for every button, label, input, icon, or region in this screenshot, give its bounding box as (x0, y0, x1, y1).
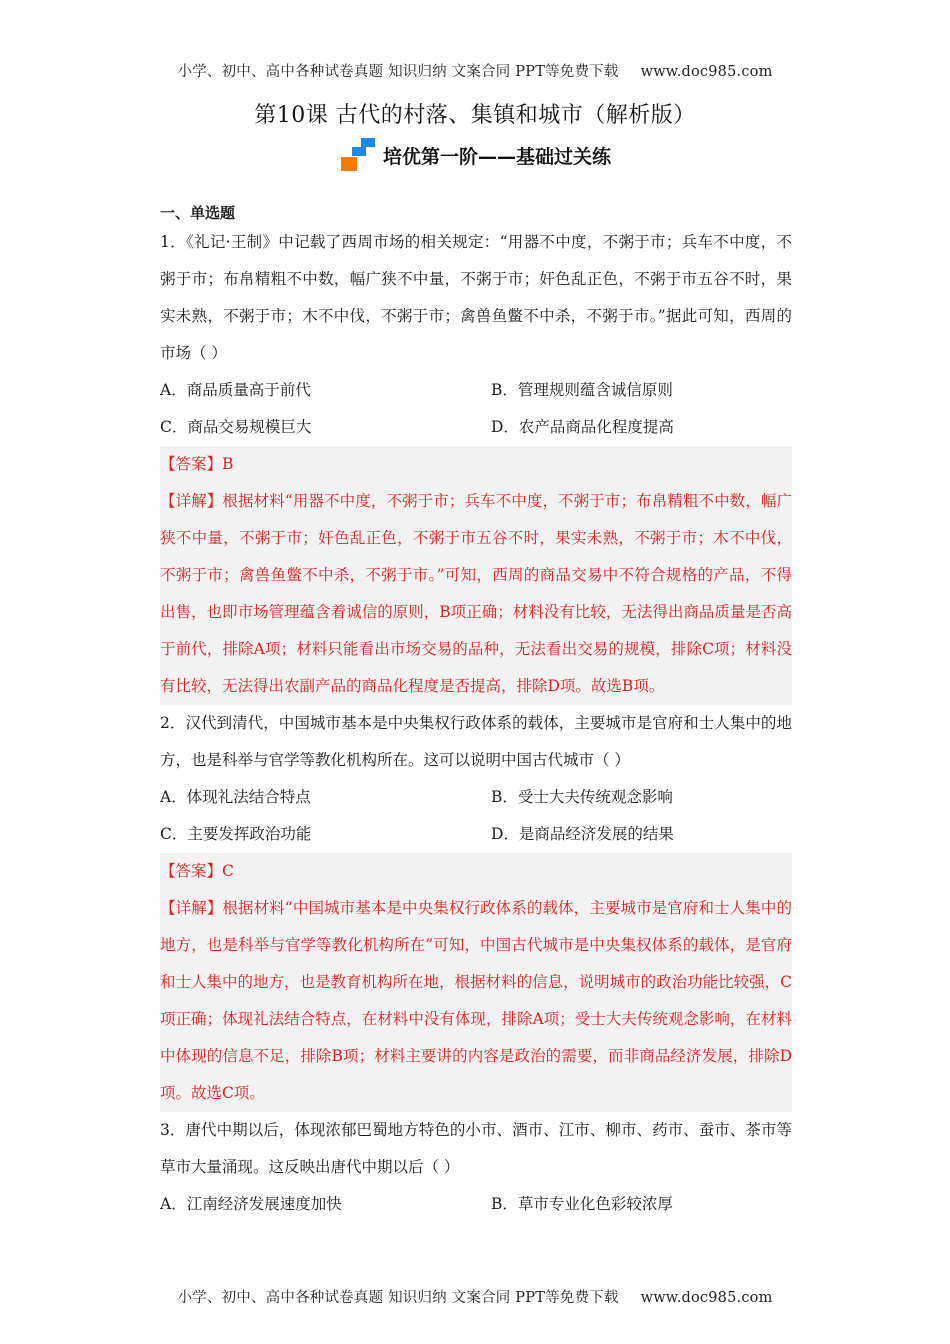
option-a: A．商品质量高于前代 (160, 381, 311, 399)
question-2-options (160, 779, 792, 853)
answer-tag: 【答案】 (160, 862, 223, 880)
page-footer (0, 1286, 950, 1307)
document-body (160, 202, 792, 1223)
page-title: 第10课 古代的村落、集镇和城市（解析版） (254, 103, 696, 128)
footer-text: 小学、初中、高中各种试卷真题 知识归纳 文案合同 PPT等免费下载 (177, 1290, 619, 1306)
staircase-icon (339, 138, 377, 172)
detail-tag: 【详解】 (160, 492, 223, 510)
option-b: B．受士大夫传统观念影响 (491, 788, 673, 806)
answer-line (160, 853, 792, 890)
option-a: A．江南经济发展速度加快 (160, 1195, 342, 1213)
option-c: C．主要发挥政治功能 (160, 825, 312, 843)
option-d: D．农产品商品化程度提高 (491, 418, 674, 436)
page-header (0, 60, 950, 81)
question-1-answer-block (160, 446, 792, 705)
question-2-answer-block (160, 853, 792, 1112)
section-banner (0, 138, 950, 172)
detail-text: 根据材料“中国城市基本是中央集权行政体系的载体，主要城市是官府和士人集中的地方，也是科举与官学等教化机构所在”可知，中国古代城市是中央集权体系的载体，是官府和士人集中的地方，也是教育机构所在地，根据材料的信息，说明城市的政治功能比较强，C项正确；体现礼法结合特点，在材料中没有体现，排除A项；受士大夫传统观念影响，在材料中体现的信息不足，排除B项；材料主要讲的内容是政治的需要，而非商品经济发展，排除D项。故选C项。 (160, 899, 792, 1102)
footer-url[interactable]: www.doc985.com (640, 1290, 773, 1306)
answer-line (160, 446, 792, 483)
header-url[interactable]: www.doc985.com (640, 64, 773, 80)
option-a: A．体现礼法结合特点 (160, 788, 311, 806)
option-c: C．商品交易规模巨大 (160, 418, 312, 436)
question-3-stem: 3．唐代中期以后，体现浓郁巴蜀地方特色的小市、酒市、江市、柳市、药市、蚕市、茶市等草市大量涌现。这反映出唐代中期以后（ ） (160, 1121, 792, 1176)
question-3-options (160, 1186, 792, 1223)
section-label: 一、单选题 (160, 204, 236, 222)
option-b: B．草市专业化色彩较浓厚 (491, 1195, 673, 1213)
question-2-stem: 2．汉代到清代，中国城市基本是中央集权行政体系的载体，主要城市是官府和士人集中的地方，也是科举与官学等教化机构所在。这可以说明中国古代城市（ ） (160, 714, 792, 769)
detail-text: 根据材料“用器不中度，不粥于市；兵车不中度，不粥于市；布帛精粗不中数，幅广狭不中量，不粥于市；奸色乱正色，不粥于市五谷不时，果实未熟，不粥于市；木不中伐，不粥于市；禽兽鱼鳖不中杀，不粥于市。”可知，西周的商品交易中不符合规格的产品，不得出售，也即市场管理蕴含着诚信的原则，B项正确；材料没有比较，无法得出商品质量是否高于前代，排除A项；材料只能看出市场交易的品种，无法看出交易的规模，排除C项；材料没有比较，无法得出农副产品的商品化程度是否提高，排除D项。故选B项。 (160, 492, 792, 695)
answer-value: B (222, 455, 234, 473)
banner-text: 培优第一阶——基础过关练 (382, 145, 611, 168)
answer-value: C (222, 862, 234, 880)
detail-line (160, 483, 792, 705)
answer-tag: 【答案】 (160, 455, 223, 473)
question-1-stem: 1．《礼记·王制》中记载了西周市场的相关规定：“用器不中度，不粥于市；兵车不中度，不粥于市；布帛精粗不中数，幅广狭不中量，不粥于市；奸色乱正色，不粥于市五谷不时，果实未熟，不粥于市；木不中伐，不粥于市；禽兽鱼鳖不中杀，不粥于市。”据此可知，西周的市场（ ） (160, 233, 792, 362)
header-text: 小学、初中、高中各种试卷真题 知识归纳 文案合同 PPT等免费下载 (177, 64, 619, 80)
option-d: D．是商品经济发展的结果 (491, 825, 674, 843)
option-b: B．管理规则蕴含诚信原则 (491, 381, 673, 399)
detail-tag: 【详解】 (160, 899, 223, 917)
question-1-options (160, 372, 792, 446)
detail-line (160, 890, 792, 1112)
